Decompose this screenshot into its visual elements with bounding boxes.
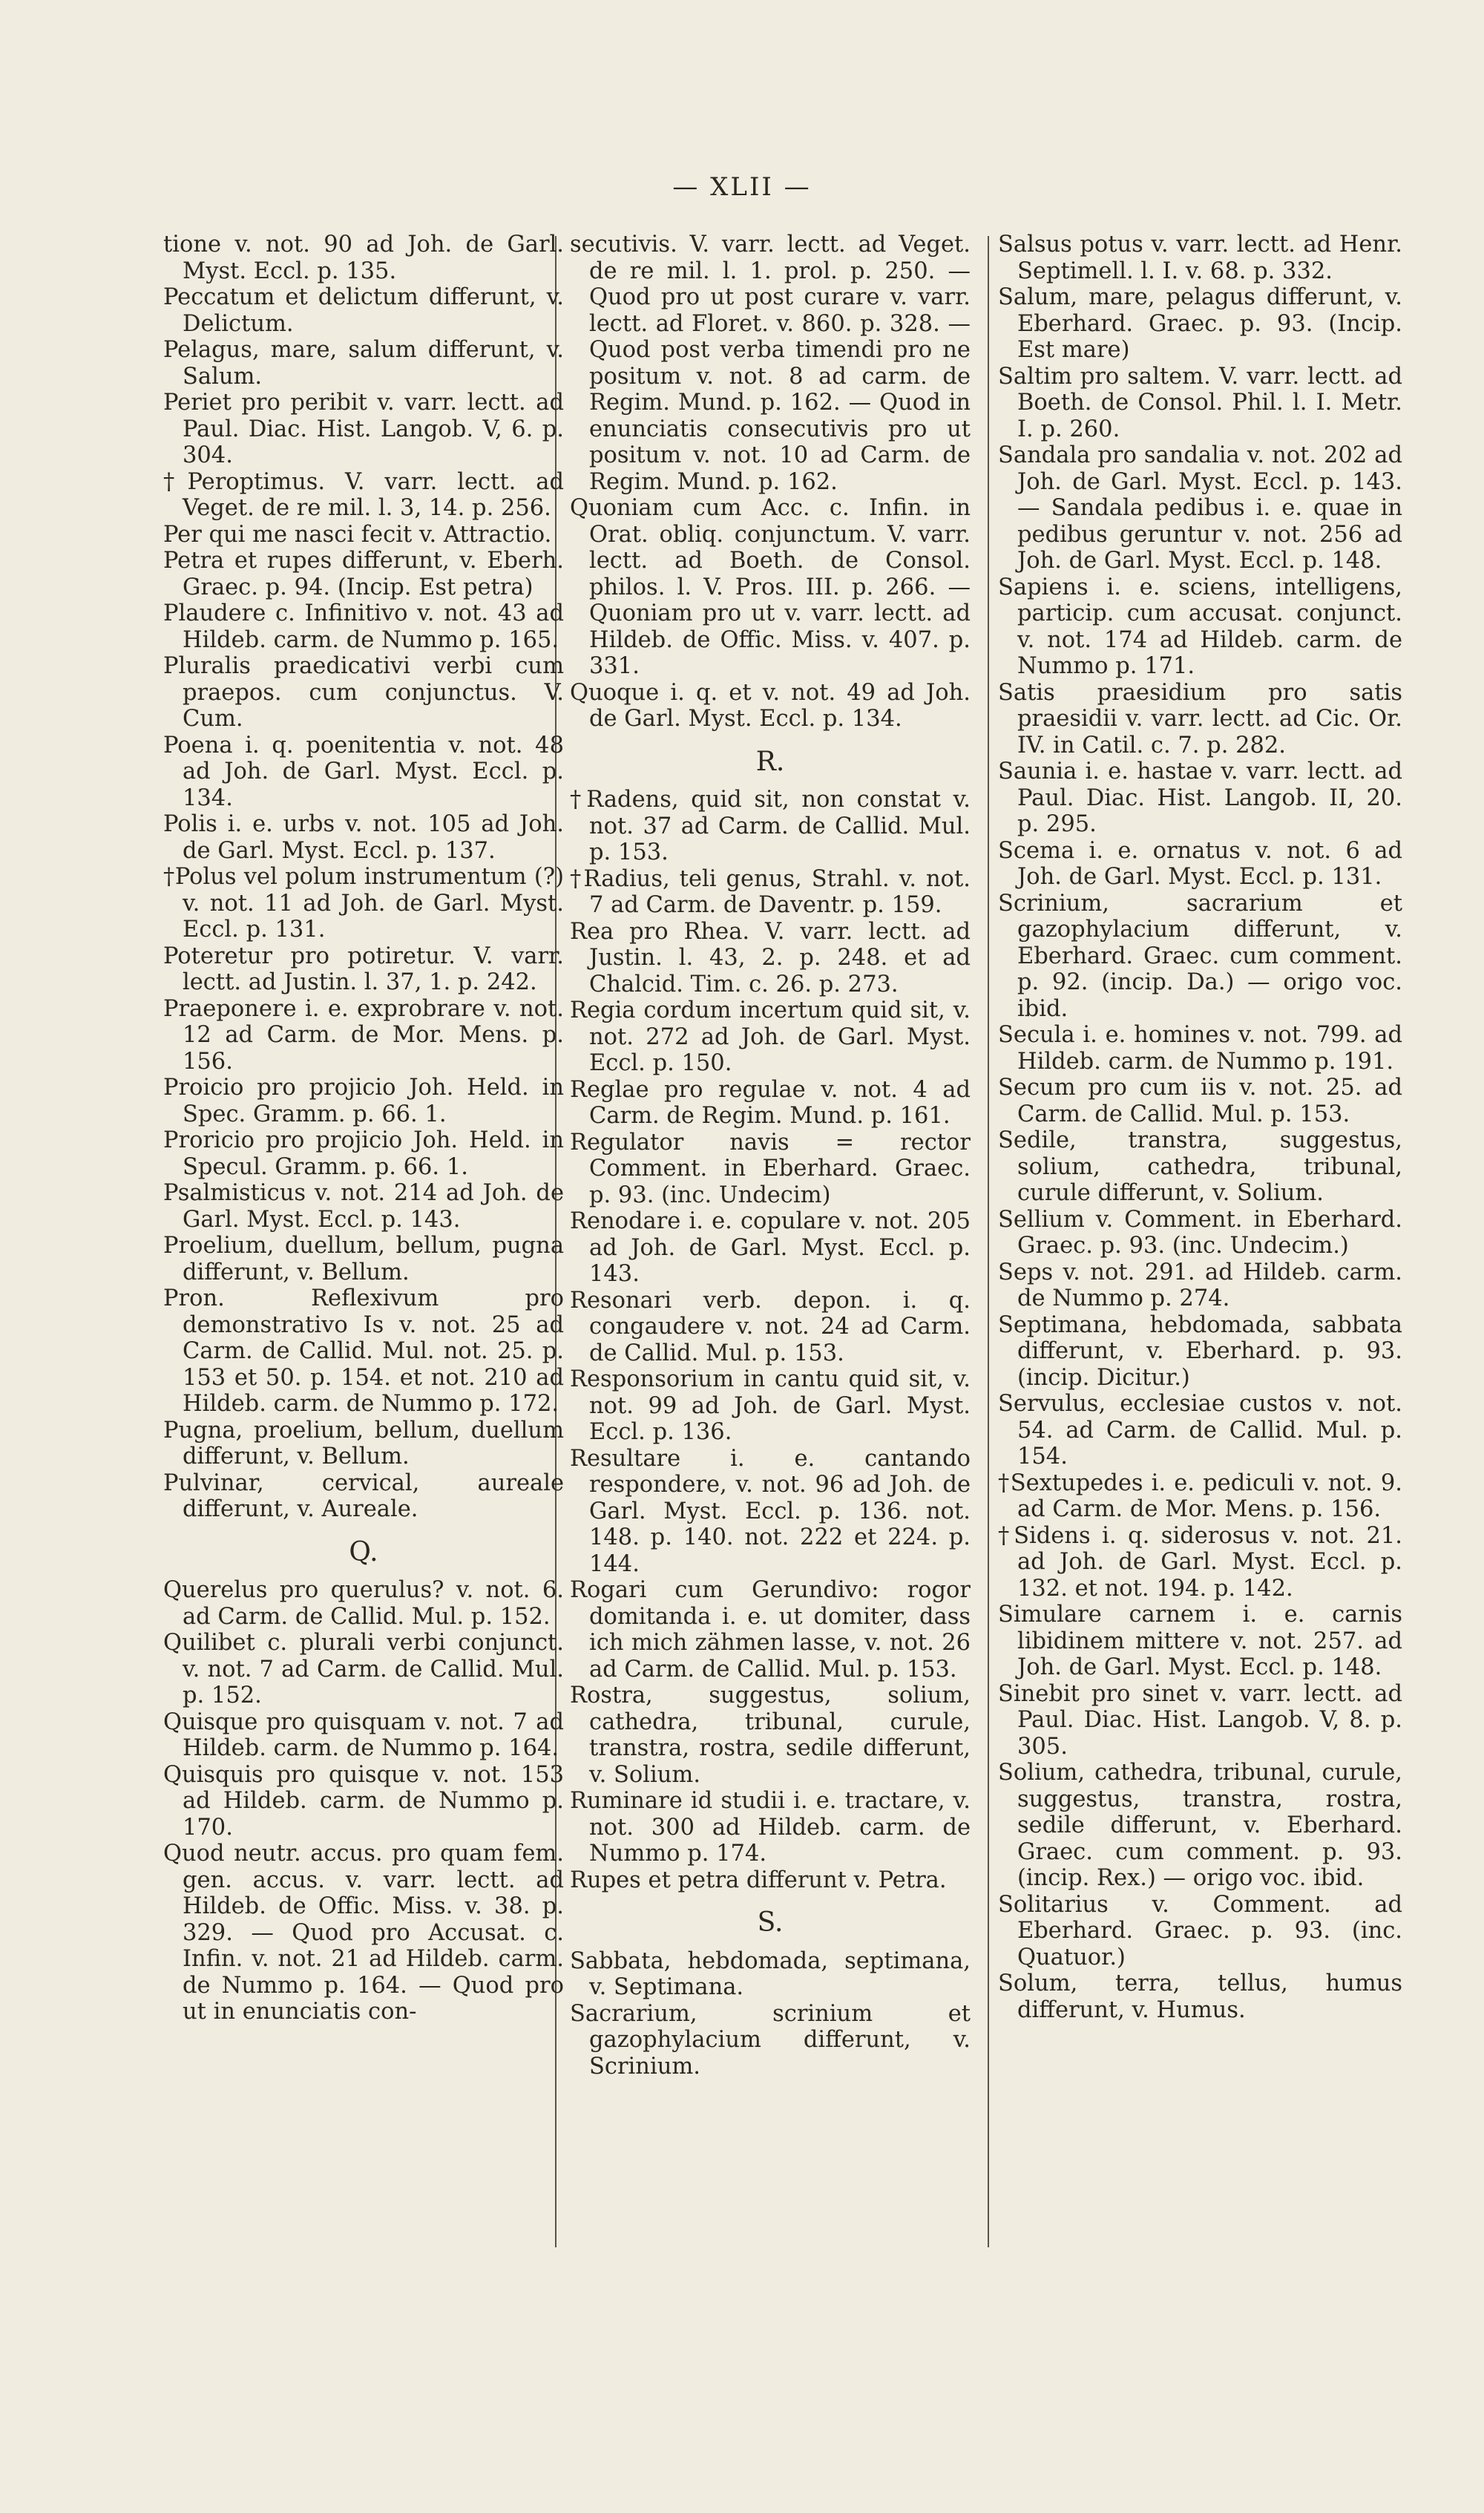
index-entry: Scrinium, sacrarium et gazophylacium differunt, v. Eberhard. Graec. cum comment. p. 92. (incip. Da.) — origo voc. ibid.	[998, 890, 1402, 1022]
index-entry: Proelium, duellum, bellum, pugna differunt, v. Bellum.	[163, 1233, 564, 1285]
index-entry: Sabbata, hebdomada, septimana, v. Septimana.	[570, 1947, 971, 2000]
index-entry: Quilibet c. plurali verbi conjunct. v. not. 7 ad Carm. de Callid. Mul. p. 152.	[163, 1630, 564, 1708]
index-entry: Secum pro cum iis v. not. 25. ad Carm. de Callid. Mul. p. 153.	[998, 1075, 1402, 1127]
index-entry: Poena i. q. poenitentia v. not. 48 ad Joh. de Garl. Myst. Eccl. p. 134.	[163, 732, 564, 811]
index-entry: Petra et rupes differunt, v. Eberh. Graec. p. 94. (Incip. Est petra)	[163, 548, 564, 600]
index-entry: Sandala pro sandalia v. not. 202 ad Joh. de Garl. Myst. Eccl. p. 143. — Sandala pedibus i. e. quae in pedibus geruntur v. not. 256 ad Joh. de Garl. Myst. Eccl. p. 148.	[998, 442, 1402, 574]
index-entry: Renodare i. e. copulare v. not. 205 ad Joh. de Garl. Myst. Eccl. p. 143.	[570, 1208, 971, 1287]
index-entry: Rostra, suggestus, solium, cathedra, tribunal, curule, transtra, rostra, sedile differunt, v. Solium.	[570, 1683, 971, 1788]
index-entry: Rupes et petra differunt v. Petra.	[570, 1867, 947, 1893]
index-entry: Solum, terra, tellus, humus differunt, v. Humus.	[998, 1970, 1402, 2023]
index-column-3	[998, 232, 1402, 2414]
index-entry: †Polus vel polum instrumentum (?) v. not. 11 ad Joh. de Garl. Myst. Eccl. p. 131.	[163, 864, 564, 943]
index-entry: Pugna, proelium, bellum, duellum differunt, v. Bellum.	[163, 1417, 564, 1470]
index-entry: †Radius, teli genus, Strahl. v. not. 7 ad Carm. de Daventr. p. 159.	[570, 865, 971, 918]
index-entry: †Sidens i. q. siderosus v. not. 21. ad Joh. de Garl. Myst. Eccl. p. 132. et not. 194. p. 142.	[998, 1522, 1402, 1602]
column-divider	[988, 236, 989, 2247]
index-column-1	[163, 232, 564, 2414]
index-entry: Saunia i. e. hastae v. varr. lectt. ad Paul. Diac. Hist. Langob. II, 20. p. 295.	[998, 759, 1402, 837]
index-entry: Regulator navis = rector Comment. in Eberhard. Graec. p. 93. (inc. Undecim)	[570, 1129, 971, 1208]
page-number: — XLII —	[672, 172, 812, 202]
index-entry: Satis praesidium pro satis praesidii v. varr. lectt. ad Cic. Or. IV. in Catil. c. 7. p. 282.	[998, 679, 1402, 759]
index-entry: Polis i. e. urbs v. not. 105 ad Joh. de Garl. Myst. Eccl. p. 137.	[163, 811, 564, 864]
index-entry: Quod neutr. accus. pro quam fem. gen. accus. v. varr. lectt. ad Hildeb. de Offic. Miss. v. 38. p. 329. — Quod pro Accusat. c. Infin. v. not. 21 ad Hildeb. carm. de Nummo p. 164. — Quod pro ut in enunciatis con-	[163, 1841, 564, 2025]
index-entry: Pluralis praedicativi verbi cum praepos. cum conjunctus. V. Cum.	[163, 653, 564, 732]
index-entry: Solium, cathedra, tribunal, curule, suggestus, transtra, rostra, sedile differunt, v. Eberhard. Graec. cum comment. p. 93. (incip. Rex.) — origo voc. ibid.	[998, 1760, 1402, 1891]
index-entry: †Peroptimus. V. varr. lectt. ad Veget. de re mil. l. 3, 14. p. 256.	[163, 468, 564, 521]
index-entry: Regia cordum incertum quid sit, v. not. 272 ad Joh. de Garl. Myst. Eccl. p. 150.	[570, 997, 971, 1076]
index-entry: Solitarius v. Comment. ad Eberhard. Graec. p. 93. (inc. Quatuor.)	[998, 1891, 1402, 1970]
index-entry: †Sextupedes i. e. pediculi v. not. 9. ad Carm. de Mor. Mens. p. 156.	[998, 1470, 1402, 1522]
section-letter: Q.	[349, 1536, 378, 1567]
index-entry: Rea pro Rhea. V. varr. lectt. ad Justin. l. 43, 2. p. 248. et ad Chalcid. Tim. c. 26. p. 273.	[570, 918, 971, 997]
index-entry: Reglae pro regulae v. not. 4 ad Carm. de Regim. Mund. p. 161.	[570, 1076, 971, 1129]
index-entry: Rogari cum Gerundivo: rogor domitanda i. e. ut domiter, dass ich mich zähmen lasse, v. not. 26 ad Carm. de Callid. Mul. p. 153.	[570, 1577, 971, 1683]
index-entry: secutivis. V. varr. lectt. ad Veget. de re mil. l. 1. prol. p. 250. — Quod pro ut post curare v. varr. lectt. ad Floret. v. 860. p. 328. — Quod post verba timendi pro ne positum v. not. 8 ad carm. de Regim. Mund. p. 162. — Quod in enunciatis consecutivis pro ut positum v. not. 10 ad Carm. de Regim. Mund. p. 162.	[570, 232, 971, 495]
index-entry: tione v. not. 90 ad Joh. de Garl. Myst. Eccl. p. 135.	[163, 232, 564, 284]
index-entry: Sellium v. Comment. in Eberhard. Graec. p. 93. (inc. Undecim.)	[998, 1206, 1402, 1259]
index-entry: Querelus pro querulus? v. not. 6. ad Carm. de Callid. Mul. p. 152.	[163, 1577, 564, 1630]
index-entry: Quoque i. q. et v. not. 49 ad Joh. de Garl. Myst. Eccl. p. 134.	[570, 679, 971, 732]
index-entry: Proricio pro projicio Joh. Held. in Specul. Gramm. p. 66. 1.	[163, 1127, 564, 1180]
index-entry: Plaudere c. Infinitivo v. not. 43 ad Hildeb. carm. de Nummo p. 165.	[163, 600, 564, 653]
section-letter: S.	[757, 1907, 784, 1938]
index-entry: Responsorium in cantu quid sit, v. not. 99 ad Joh. de Garl. Myst. Eccl. p. 136.	[570, 1366, 971, 1445]
index-entry: Poteretur pro potiretur. V. varr. lectt. ad Justin. l. 37, 1. p. 242.	[163, 943, 564, 995]
index-entry: Praeponere i. e. exprobrare v. not. 12 ad Carm. de Mor. Mens. p. 156.	[163, 995, 564, 1075]
index-entry: Sapiens i. e. sciens, intelligens, particip. cum accusat. conjunct. v. not. 174 ad Hildeb. carm. de Nummo p. 171.	[998, 574, 1402, 679]
index-entry: Salum, mare, pelagus differunt, v. Eberhard. Graec. p. 93. (Incip. Est mare)	[998, 284, 1402, 363]
index-entry: †Radens, quid sit, non constat v. not. 37 ad Carm. de Callid. Mul. p. 153.	[570, 787, 971, 865]
index-entry: Periet pro peribit v. varr. lectt. ad Paul. Diac. Hist. Langob. V, 6. p. 304.	[163, 390, 564, 468]
index-column-2	[570, 232, 971, 2414]
index-entry: Sinebit pro sinet v. varr. lectt. ad Paul. Diac. Hist. Langob. V, 8. p. 305.	[998, 1680, 1402, 1760]
index-entry: Scema i. e. ornatus v. not. 6 ad Joh. de Garl. Myst. Eccl. p. 131.	[998, 837, 1402, 890]
section-letter: R.	[755, 746, 785, 777]
index-entry: Seps v. not. 291. ad Hildeb. carm. de Nummo p. 274.	[998, 1259, 1402, 1311]
index-entry: Psalmisticus v. not. 214 ad Joh. de Garl. Myst. Eccl. p. 143.	[163, 1180, 564, 1233]
index-entry: Proicio pro projicio Joh. Held. in Spec. Gramm. p. 66. 1.	[163, 1075, 564, 1127]
index-entry: Pelagus, mare, salum differunt, v. Salum.	[163, 337, 564, 390]
index-entry: Salsus potus v. varr. lectt. ad Henr. Septimell. l. I. v. 68. p. 332.	[998, 232, 1402, 284]
index-entry: Peccatum et delictum differunt, v. Delictum.	[163, 284, 564, 337]
index-entry: Sacrarium, scrinium et gazophylacium differunt, v. Scrinium.	[570, 2000, 971, 2080]
index-entry: Pulvinar, cervical, aureale differunt, v. Aureale.	[163, 1470, 564, 1522]
index-entry: Sedile, transtra, suggestus, solium, cathedra, tribunal, curule differunt, v. Solium.	[998, 1127, 1402, 1206]
index-entry: Servulus, ecclesiae custos v. not. 54. ad Carm. de Callid. Mul. p. 154.	[998, 1391, 1402, 1470]
index-entry: Septimana, hebdomada, sabbata differunt, v. Eberhard. p. 93. (incip. Dicitur.)	[998, 1311, 1402, 1391]
index-entry: Simulare carnem i. e. carnis libidinem mittere v. not. 257. ad Joh. de Garl. Myst. Eccl. p. 148.	[998, 1602, 1402, 1680]
index-entry: Resonari verb. depon. i. q. congaudere v. not. 24 ad Carm. de Callid. Mul. p. 153.	[570, 1287, 971, 1366]
index-entry: Resultare i. e. cantando respondere, v. not. 96 ad Joh. de Garl. Myst. Eccl. p. 136. not. 148. p. 140. not. 222 et 224. p. 144.	[570, 1445, 971, 1577]
index-entry: Per qui me nasci fecit v. Attractio.	[163, 521, 552, 548]
index-entry: Quisque pro quisquam v. not. 7 ad Hildeb. carm. de Nummo p. 164.	[163, 1708, 564, 1761]
index-entry: Quisquis pro quisque v. not. 153 ad Hildeb. carm. de Nummo p. 170.	[163, 1761, 564, 1841]
index-entry: Saltim pro saltem. V. varr. lectt. ad Boeth. de Consol. Phil. l. I. Metr. I. p. 260.	[998, 363, 1402, 442]
index-entry: Pron. Reflexivum pro demonstrativo Is v. not. 25 ad Carm. de Callid. Mul. not. 25. p. 153 et 50. p. 154. et not. 210 ad Hildeb. carm. de Nummo p. 172.	[163, 1285, 564, 1417]
index-entry: Secula i. e. homines v. not. 799. ad Hildeb. carm. de Nummo p. 191.	[998, 1022, 1402, 1075]
index-entry: Quoniam cum Acc. c. Infin. in Orat. obliq. conjunctum. V. varr. lectt. ad Boeth. de Consol. philos. l. V. Pros. III. p. 266. — Quoniam pro ut v. varr. lectt. ad Hildeb. de Offic. Miss. v. 407. p. 331.	[570, 495, 971, 679]
index-entry: Ruminare id studii i. e. tractare, v. not. 300 ad Hildeb. carm. de Nummo p. 174.	[570, 1788, 971, 1867]
